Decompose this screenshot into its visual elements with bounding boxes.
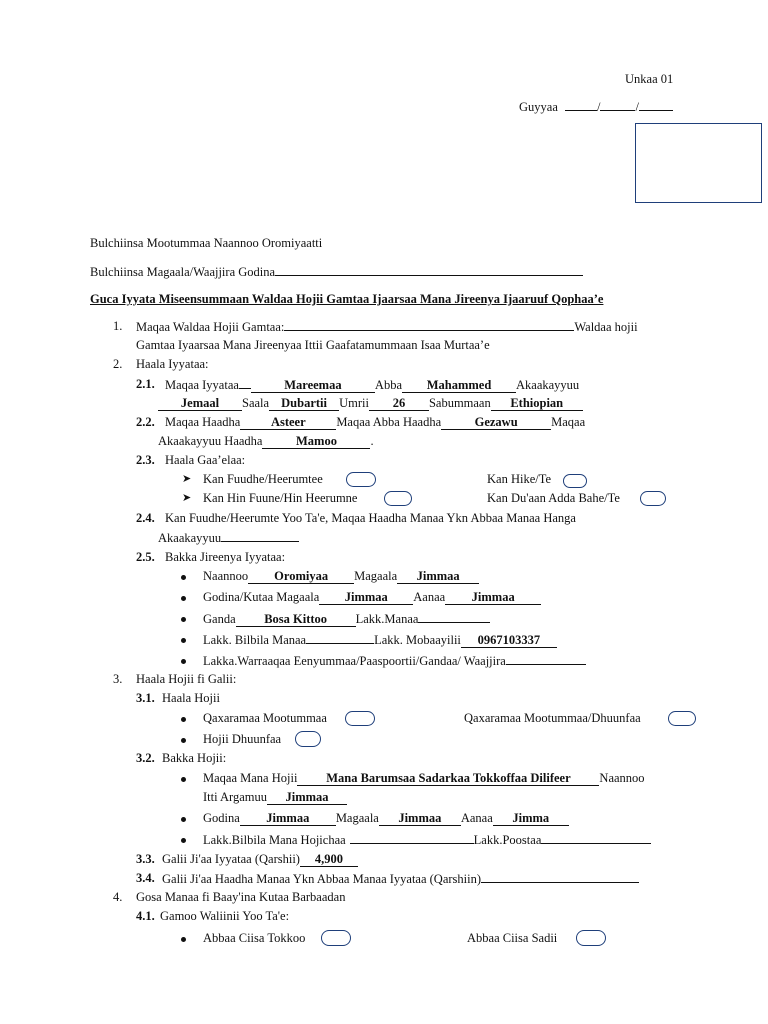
spouse-name-text: Kan Fuudhe/Heerumte Yoo Ta'e, Maqaa Haadha Manaa Ykn Abbaa Manaa Hanga bbox=[165, 511, 576, 525]
residence-region-row[interactable] bbox=[203, 569, 479, 584]
employment-label: Haala Hojii bbox=[162, 691, 220, 705]
bullet bbox=[181, 575, 186, 580]
age-label: Umrii bbox=[339, 396, 369, 410]
spouse-grandfather-label: Akaakayyuu bbox=[158, 531, 222, 545]
section-3-2-number: 3.2. bbox=[136, 751, 155, 765]
house-number-label: Lakk.Manaa bbox=[355, 612, 419, 626]
mobile-value[interactable]: 0967103337 bbox=[461, 634, 557, 648]
association-name-field[interactable] bbox=[136, 319, 638, 335]
workplace-name-value[interactable]: Mana Barumsaa Sadarkaa Tokkoffaa Dilifeer bbox=[297, 772, 599, 786]
mother-grandfather-row[interactable]: Akaakayyuu Haadha Mamoo . bbox=[158, 434, 374, 448]
applicant-name-value[interactable]: Mareemaa bbox=[251, 379, 375, 393]
region-value[interactable]: Oromiyaa bbox=[248, 570, 354, 584]
applicant-name-row[interactable] bbox=[165, 377, 579, 393]
section-1-number: 1. bbox=[113, 319, 123, 333]
id-number-label: Lakka.Warraaqaa Eenyummaa/Paaspoortii/Gandaa/ Waajjira bbox=[203, 654, 506, 668]
section-3-number: 3. bbox=[113, 672, 123, 686]
one-bedroom-checkbox[interactable] bbox=[321, 930, 351, 946]
section-4-1-number: 4.1. bbox=[136, 909, 155, 923]
grandfather-name-value[interactable]: Jemaal bbox=[158, 397, 242, 411]
employment-private-label: Hojii Dhuunfaa bbox=[203, 732, 282, 746]
workplace-city-value[interactable]: Jimmaa bbox=[379, 812, 461, 826]
po-box-label: Lakk.Poostaa bbox=[473, 833, 542, 847]
mobile-label: Lakk. Mobaayilii bbox=[374, 633, 461, 647]
marital-divorced-label: Kan Hike/Te bbox=[487, 472, 552, 486]
workplace-region-label: Naannoo bbox=[599, 771, 645, 785]
marital-divorced-checkbox[interactable] bbox=[563, 474, 587, 488]
marital-single-checkbox[interactable] bbox=[384, 491, 412, 506]
father-label: Abba bbox=[374, 378, 402, 392]
association-after: Waldaa hojii bbox=[574, 320, 638, 334]
section-2-2-number: 2.2. bbox=[136, 415, 155, 429]
workplace-phone-row[interactable] bbox=[203, 832, 651, 848]
employment-gov-private-label: Qaxaramaa Mootummaa/Dhuunfaa bbox=[464, 711, 641, 725]
section-2-4-number: 2.4. bbox=[136, 511, 155, 525]
spouse-name-field[interactable] bbox=[158, 530, 299, 546]
marital-married-label: Kan Fuudhe/Heerumtee bbox=[203, 472, 323, 486]
bullet bbox=[181, 738, 186, 743]
residence-kebele-row[interactable] bbox=[203, 611, 490, 627]
mother-grandfather-value[interactable]: Mamoo bbox=[262, 435, 370, 449]
woreda-value[interactable]: Jimmaa bbox=[445, 591, 541, 605]
bullet bbox=[181, 617, 186, 622]
workplace-woreda-value[interactable]: Jimma bbox=[493, 812, 569, 826]
nationality-label: Sabummaan bbox=[428, 396, 491, 410]
marital-widowed-label: Kan Du'aan Adda Bahe/Te bbox=[487, 491, 620, 505]
office-field[interactable] bbox=[90, 264, 583, 280]
form-number: Unkaa 01 bbox=[625, 72, 674, 86]
zone-label: Godina/Kutaa Magaala bbox=[203, 590, 320, 604]
maqaa-label: Maqaa bbox=[551, 415, 586, 429]
association-name-label: Maqaa Waldaa Hojii Gamtaa: bbox=[136, 320, 285, 334]
marital-single-label: Kan Hin Fuune/Hin Heerumne bbox=[203, 491, 358, 505]
sex-value[interactable]: Dubartii bbox=[269, 397, 339, 411]
section-3-1-number: 3.1. bbox=[136, 691, 155, 705]
bullet bbox=[181, 817, 186, 822]
spouse-income-row[interactable] bbox=[162, 871, 639, 887]
zone-value[interactable]: Jimmaa bbox=[319, 591, 413, 605]
section-2-1-number: 2.1. bbox=[136, 377, 155, 391]
bullet bbox=[181, 937, 186, 942]
date-field[interactable]: Guyyaa / / bbox=[519, 99, 673, 115]
region-label: Naannoo bbox=[203, 569, 249, 583]
workplace-zone-label: Godina bbox=[203, 811, 240, 825]
city-label: Magaala bbox=[354, 569, 398, 583]
association-type-text: Gamtaa Iyaarsaa Mana Jireenyaa Ittii Gaafatamummaan Isaa Murtaa’e bbox=[136, 338, 490, 352]
nationality-value[interactable]: Ethiopian bbox=[491, 397, 583, 411]
residence-zone-row[interactable] bbox=[203, 590, 541, 605]
workplace-name-row[interactable] bbox=[203, 771, 645, 786]
employment-gov-private-checkbox[interactable] bbox=[668, 711, 696, 726]
applicant-details-row[interactable] bbox=[158, 396, 583, 411]
workplace-city-label: Magaala bbox=[335, 811, 379, 825]
office-label: Bulchiinsa Magaala/Waajjira Godina bbox=[90, 265, 276, 279]
mother-name-row[interactable] bbox=[165, 415, 585, 430]
employment-gov-checkbox[interactable] bbox=[345, 711, 375, 726]
marital-married-checkbox[interactable] bbox=[346, 472, 376, 487]
applicant-name-label: Maqaa Iyyataa bbox=[165, 378, 239, 392]
workplace-zone-value[interactable]: Jimmaa bbox=[240, 812, 336, 826]
section-2-5-number: 2.5. bbox=[136, 550, 155, 564]
home-phone-label: Lakk. Bilbila Manaa bbox=[203, 633, 307, 647]
workplace-location-label: Itti Argamuu bbox=[203, 790, 268, 804]
employment-private-checkbox[interactable] bbox=[295, 731, 321, 747]
apartment-label: Gamoo Waliinii Yoo Ta'e: bbox=[160, 909, 290, 923]
section-4-number: 4. bbox=[113, 890, 123, 904]
bullet bbox=[181, 659, 186, 664]
residence-label: Bakka Jireenya Iyyataa: bbox=[165, 550, 286, 564]
date-label: Guyyaa bbox=[519, 100, 558, 114]
father-name-value[interactable]: Mahammed bbox=[402, 379, 516, 393]
arrow-bullet-icon: ➤ bbox=[182, 473, 192, 485]
bullet bbox=[181, 717, 186, 722]
mother-grandfather-label: Akaakayyuu Haadha bbox=[158, 434, 263, 448]
three-bedroom-checkbox[interactable] bbox=[576, 930, 606, 946]
workplace-name-label: Maqaa Mana Hojii bbox=[203, 771, 298, 785]
section-2-number: 2. bbox=[113, 357, 123, 371]
workplace-phone-label: Lakk.Bilbila Mana Hojichaa bbox=[203, 833, 346, 847]
sex-label: Saala bbox=[242, 396, 270, 410]
bullet bbox=[181, 596, 186, 601]
marital-widowed-checkbox[interactable] bbox=[640, 491, 666, 506]
woreda-label: Aanaa bbox=[413, 590, 446, 604]
mother-name-label: Maqaa Haadha bbox=[165, 415, 241, 429]
mother-father-value[interactable]: Gezawu bbox=[441, 416, 551, 430]
monthly-income-row[interactable] bbox=[162, 852, 358, 867]
residence-phone-row[interactable] bbox=[203, 632, 557, 648]
workplace-location-row[interactable] bbox=[203, 790, 347, 805]
bullet bbox=[181, 638, 186, 643]
section-3-label: Haala Hojii fi Galii: bbox=[136, 672, 237, 686]
section-4-label: Gosa Manaa fi Baay'ina Kutaa Barbaadan bbox=[136, 890, 346, 904]
id-number-row[interactable] bbox=[203, 653, 586, 669]
section-2-3-number: 2.3. bbox=[136, 453, 155, 467]
employment-gov-label: Qaxaramaa Mootummaa bbox=[203, 711, 327, 725]
city-value[interactable]: Jimmaa bbox=[397, 570, 479, 584]
spouse-income-label: Galii Ji'aa Haadha Manaa Ykn Abbaa Manaa Iyyataa (Qarshiin) bbox=[162, 872, 482, 886]
workplace-location-value[interactable]: Jimmaa bbox=[267, 791, 347, 805]
kebele-value[interactable]: Bosa Kittoo bbox=[236, 613, 356, 627]
workplace-label: Bakka Hojii: bbox=[162, 751, 227, 765]
section-2-label: Haala Iyyataa: bbox=[136, 357, 209, 371]
kebele-label: Ganda bbox=[203, 612, 236, 626]
bullet bbox=[181, 838, 186, 843]
workplace-zone-row[interactable] bbox=[203, 811, 569, 826]
section-3-4-number: 3.4. bbox=[136, 871, 155, 885]
bureau-name: Bulchiinsa Mootummaa Naannoo Oromiyaatti bbox=[90, 236, 323, 250]
mother-name-value[interactable]: Asteer bbox=[240, 416, 336, 430]
section-3-3-number: 3.3. bbox=[136, 852, 155, 866]
one-bedroom-label: Abbaa Ciisa Tokkoo bbox=[203, 931, 306, 945]
photo-box[interactable] bbox=[635, 123, 762, 203]
workplace-woreda-label: Aanaa bbox=[460, 811, 493, 825]
page-title: Guca Iyyata Miseensummaan Waldaa Hojii Gamtaa Ijaarsaa Mana Jireenya Ijaaruuf Qophaa’e bbox=[90, 292, 604, 306]
mother-father-label: Maqaa Abba Haadha bbox=[336, 415, 442, 429]
grandfather-label: Akaakayyuu bbox=[516, 378, 580, 392]
bullet bbox=[181, 777, 186, 782]
age-value[interactable]: 26 bbox=[369, 397, 429, 411]
monthly-income-label: Galii Ji'aa Iyyataa (Qarshii) bbox=[162, 852, 300, 866]
marital-status-label: Haala Gaa’elaa: bbox=[165, 453, 246, 467]
monthly-income-value[interactable]: 4,900 bbox=[300, 853, 358, 867]
three-bedroom-label: Abbaa Ciisa Sadii bbox=[467, 931, 558, 945]
arrow-bullet-icon: ➤ bbox=[182, 492, 192, 504]
